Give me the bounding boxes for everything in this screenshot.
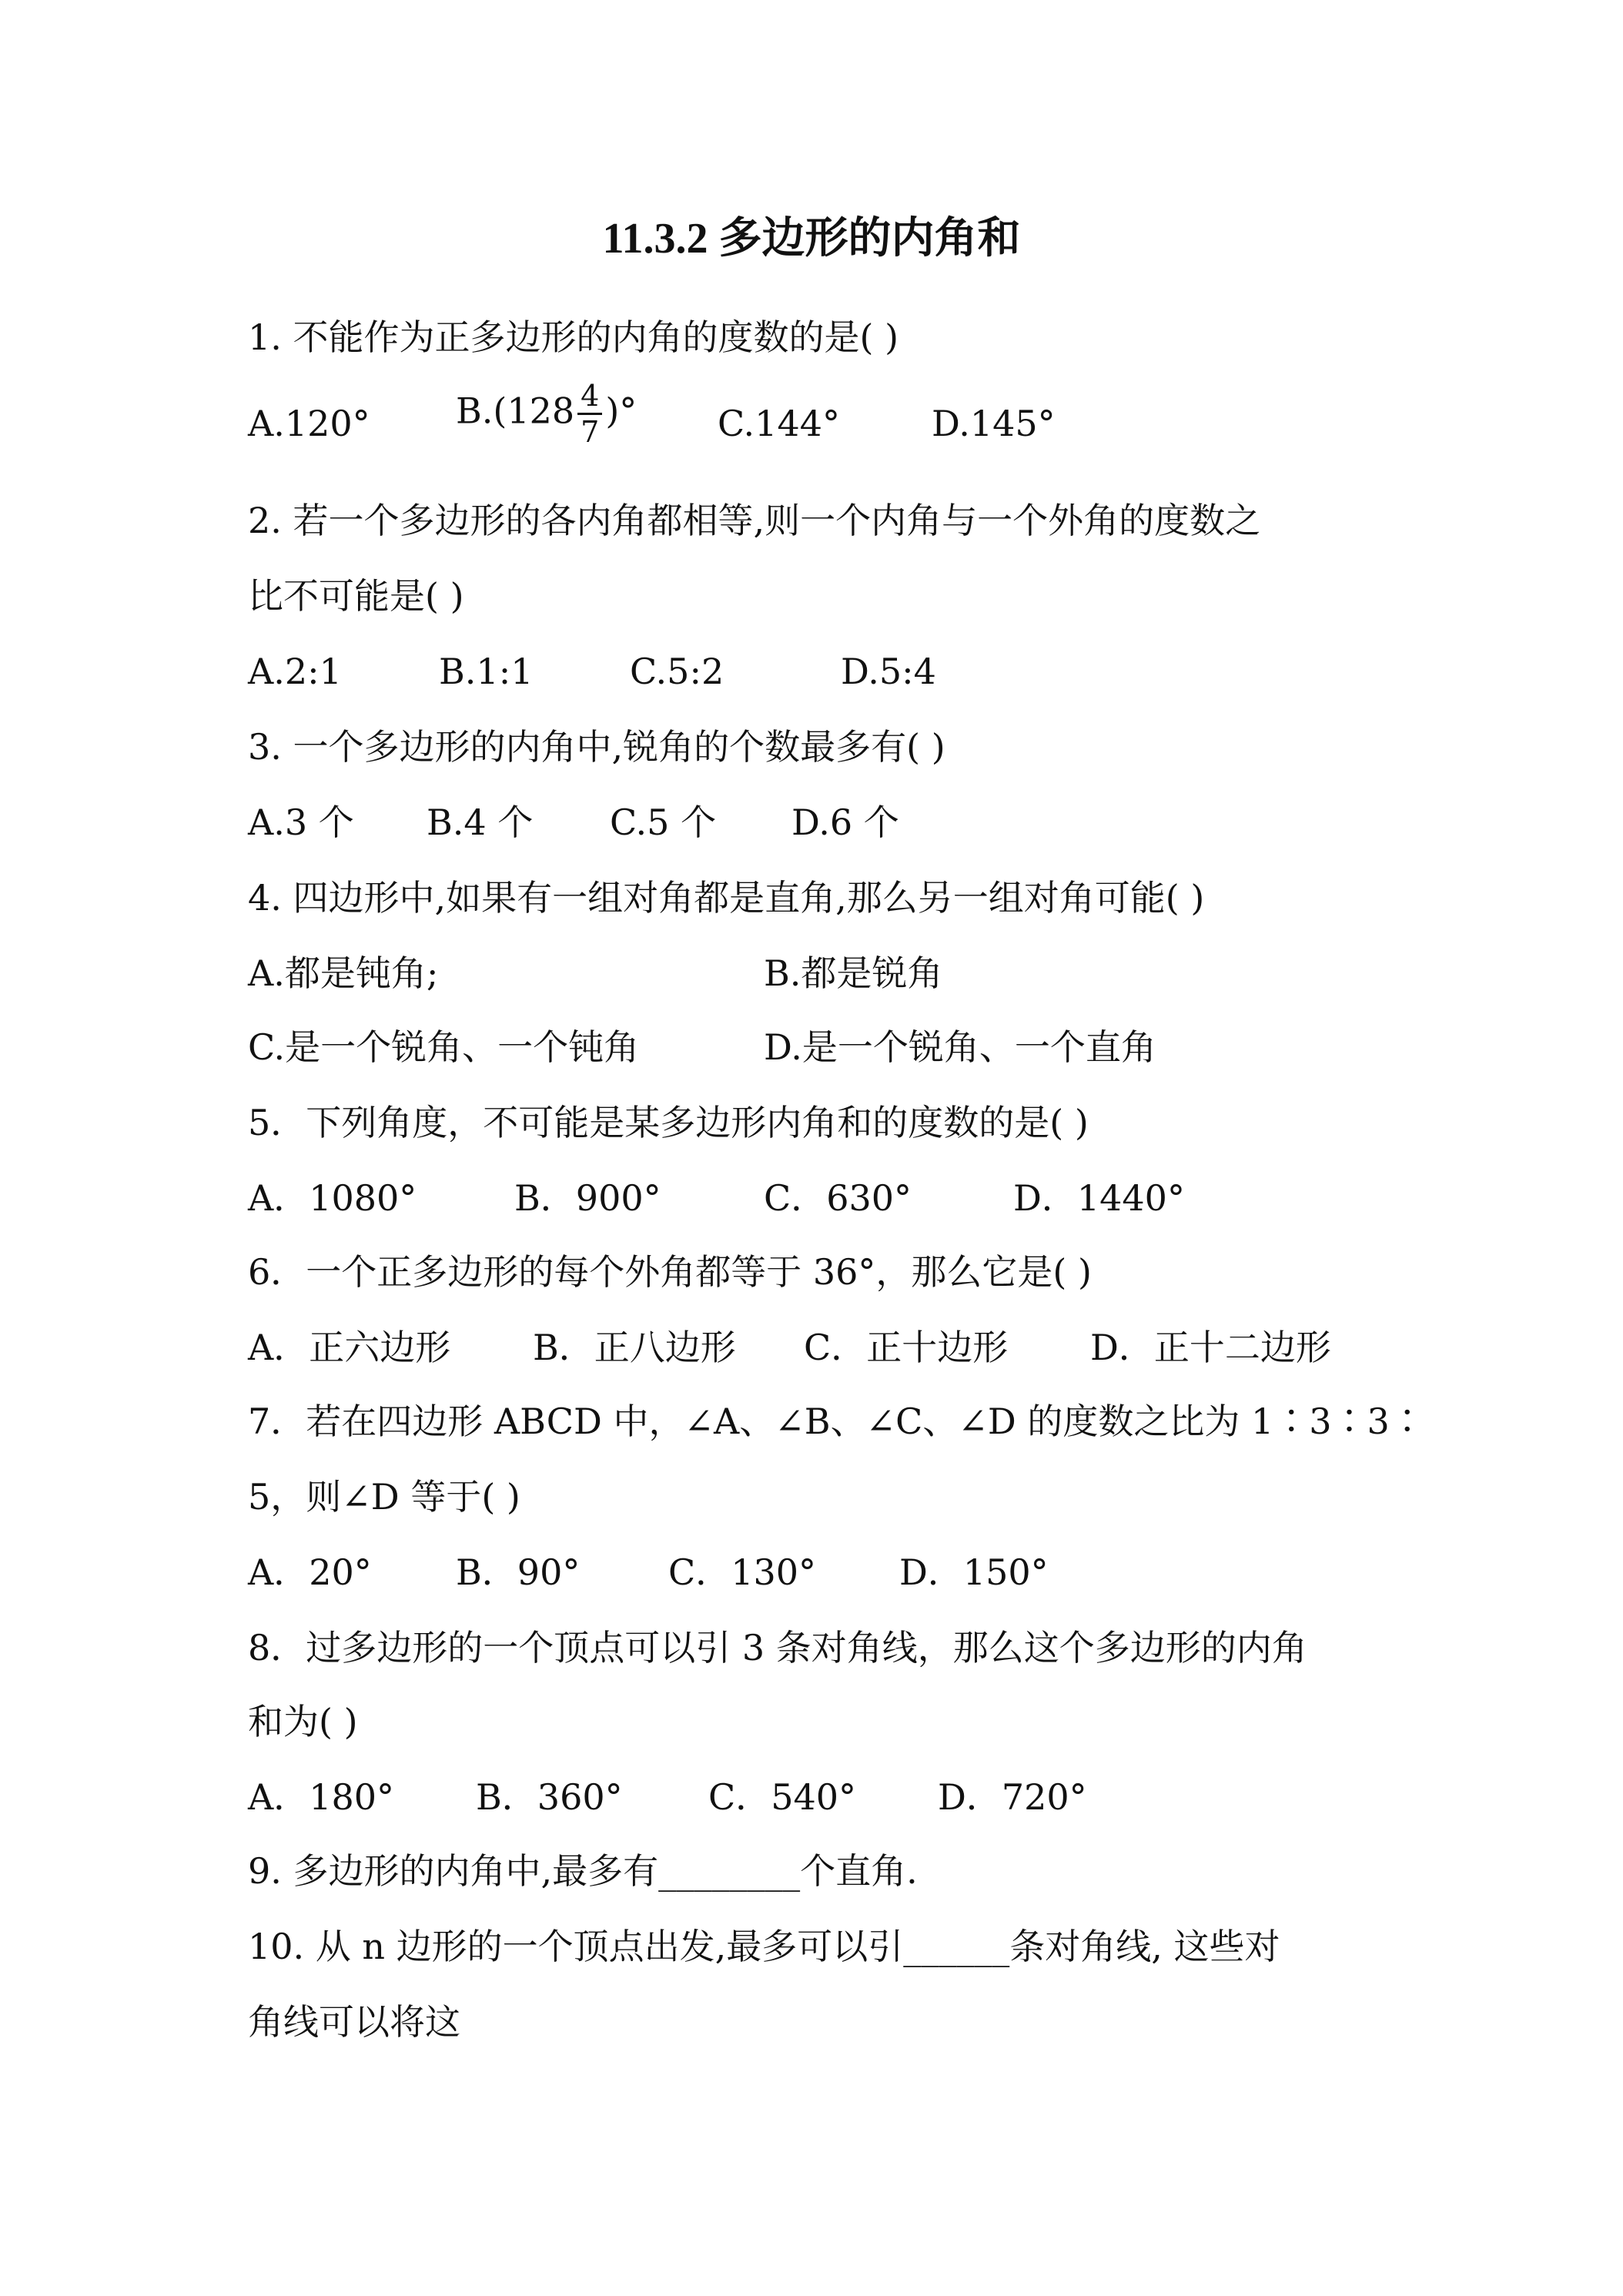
fraction-denominator: 7	[581, 415, 600, 449]
question-4-stem: 4. 四边形中,如果有一组对角都是直角,那么另一组对角可能( )	[248, 877, 1205, 919]
question-7-option-a: A．20°	[248, 1551, 372, 1593]
question-4-option-d: D.是一个锐角、一个直角	[764, 1026, 1156, 1068]
question-5-option-d: D．1440°	[1013, 1177, 1185, 1219]
question-6-option-a: A．正六边形	[248, 1327, 451, 1368]
page-title: 11.3.2 多边形的内角和	[602, 215, 1021, 263]
question-4-option-b: B.都是锐角	[764, 952, 943, 994]
question-8-stem-line-2: 和为( )	[248, 1701, 358, 1742]
question-7-option-d: D．150°	[899, 1551, 1049, 1593]
question-3-option-c: C.5 个	[610, 802, 717, 843]
question-1-option-b	[456, 379, 637, 449]
question-7-option-c: C．130°	[668, 1551, 816, 1593]
question-8-option-a: A．180°	[248, 1776, 395, 1818]
question-3-option-d: D.6 个	[791, 802, 899, 843]
question-1-option-a: A.120°	[248, 403, 370, 444]
question-2-stem-line-2: 比不可能是( )	[248, 575, 464, 617]
question-1-option-b-suffix: )°	[605, 390, 637, 432]
question-6-option-d: D．正十二边形	[1090, 1327, 1331, 1368]
question-1-option-b-fraction	[577, 379, 602, 449]
question-5-stem: 5．下列角度，不可能是某多边形内角和的度数的是( )	[248, 1102, 1089, 1143]
question-10-stem-line-2: 角线可以将这	[248, 2001, 460, 2043]
question-1-option-b-prefix: B.(128	[456, 390, 575, 432]
question-1-stem: 1. 不能作为正多边形的内角的度数的是( )	[248, 316, 899, 358]
question-2-option-d: D.5:4	[841, 651, 936, 692]
question-2-stem-line-1: 2. 若一个多边形的各内角都相等,则一个内角与一个外角的度数之	[248, 500, 1261, 541]
question-10-stem-line-1: 10. 从 n 边形的一个顶点出发,最多可以引______条对角线, 这些对	[248, 1926, 1280, 1967]
fraction-numerator: 4	[577, 379, 602, 415]
question-3-stem: 3. 一个多边形的内角中,锐角的个数最多有( )	[248, 726, 945, 768]
question-7-stem-line-1: 7．若在四边形 ABCD 中，∠A、∠B、∠C、∠D 的度数之比为 1∶3∶3∶	[248, 1401, 1425, 1442]
question-2-option-b: B.1:1	[439, 651, 534, 692]
question-8-option-d: D．720°	[938, 1776, 1087, 1818]
question-3-option-a: A.3 个	[248, 802, 354, 843]
question-5-option-b: B．900°	[514, 1177, 661, 1219]
question-5-option-c: C．630°	[764, 1177, 912, 1219]
question-6-option-b: B．正八边形	[533, 1327, 736, 1368]
question-6-stem: 6．一个正多边形的每个外角都等于 36°，那么它是( )	[248, 1251, 1092, 1293]
question-3-option-b: B.4 个	[427, 802, 534, 843]
question-9-stem: 9. 多边形的内角中,最多有________个直角.	[248, 1850, 918, 1892]
question-4-option-a: A.都是钝角;	[248, 952, 439, 994]
question-5-option-a: A．1080°	[248, 1177, 417, 1219]
question-7-stem-line-2: 5，则∠D 等于( )	[248, 1476, 520, 1518]
question-1-option-c: C.144°	[718, 403, 840, 444]
question-8-stem-line-1: 8．过多边形的一个顶点可以引 3 条对角线，那么这个多边形的内角	[248, 1627, 1307, 1668]
question-7-option-b: B．90°	[456, 1551, 581, 1593]
question-2-option-c: C.5:2	[630, 651, 724, 692]
question-8-option-c: C．540°	[708, 1776, 856, 1818]
question-1-option-d: D.145°	[932, 403, 1056, 444]
question-6-option-c: C．正十边形	[804, 1327, 1009, 1368]
question-2-option-a: A.2:1	[248, 651, 342, 692]
question-4-option-c: C.是一个锐角、一个钝角	[248, 1026, 640, 1068]
question-8-option-b: B．360°	[476, 1776, 623, 1818]
